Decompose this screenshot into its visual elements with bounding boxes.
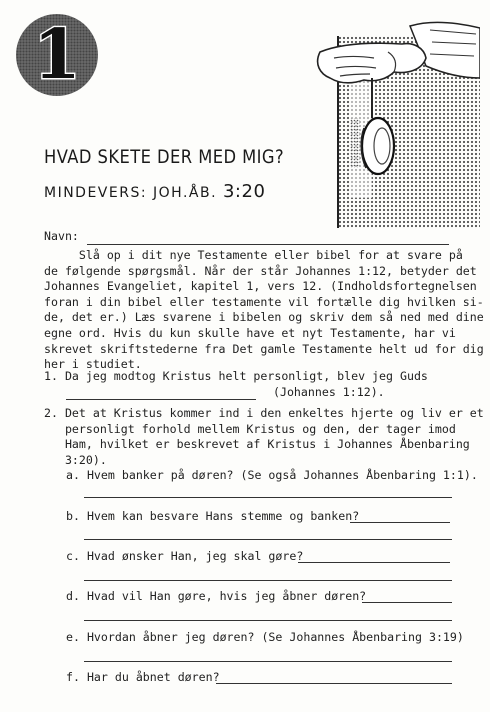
intro-line: foran i din bibel eller testamente vil fortælle dig hvilken si- bbox=[44, 294, 484, 309]
sub-question-text: Hvad ønsker Han, jeg skal gøre? bbox=[86, 549, 304, 563]
answer-line-b2[interactable] bbox=[84, 539, 452, 540]
intro-paragraph bbox=[44, 248, 484, 373]
question-2-line: Ham, hvilket er beskrevet af Kristus i Johannes Åbenbaring bbox=[44, 437, 470, 452]
intro-line: Johannes Evangeliet, kapitel 1, vers 12. (Indholdsfortegnelsen bbox=[44, 279, 477, 294]
sub-question-d bbox=[66, 589, 366, 605]
sub-question-letter: f. bbox=[66, 670, 80, 684]
intro-line: de følgende spørgsmål. Når der står Johannes 1:12, betyder det bbox=[44, 263, 477, 278]
memory-verse-ref: 3:20 bbox=[222, 181, 266, 202]
question-1-answer-line[interactable] bbox=[66, 387, 256, 400]
intro-line: Slå op i dit nye Testamente eller bibel for at svare på bbox=[44, 248, 463, 262]
sub-question-text: Hvem banker på døren? (Se også Johannes Åbenbaring 1:1). bbox=[86, 468, 478, 482]
name-field[interactable] bbox=[44, 229, 449, 245]
intro-line: egne ord. Hvis du kun skulle have et nyt Testamente, har vi bbox=[44, 325, 456, 340]
intro-line: skrevet skriftstederne fra Det gamle Testamente helt ud for dig bbox=[44, 341, 484, 356]
sub-question-letter: d. bbox=[66, 589, 80, 603]
sub-question-letter: e. bbox=[66, 630, 80, 644]
answer-line-c1[interactable] bbox=[298, 562, 450, 563]
lesson-number: 1 bbox=[33, 15, 81, 95]
intro-line: her i studiet. bbox=[44, 357, 142, 372]
sub-question-c bbox=[66, 549, 303, 565]
question-2-line: 2. Det at Kristus kommer ind i den enkeltes hjerte og liv er et bbox=[44, 406, 484, 420]
answer-line-d1[interactable] bbox=[362, 602, 452, 603]
sub-question-letter: a. bbox=[66, 468, 80, 482]
name-label: Navn: bbox=[44, 229, 79, 243]
question-1-ref: (Johannes 1:12). bbox=[272, 384, 385, 399]
sub-question-f bbox=[66, 670, 220, 686]
lesson-number-badge bbox=[16, 14, 98, 96]
sub-question-text: Har du åbnet døren? bbox=[86, 670, 220, 684]
sub-question-a bbox=[66, 468, 478, 484]
answer-line-b1[interactable] bbox=[350, 522, 450, 523]
worksheet-title: HVAD SKETE DER MED MIG? bbox=[44, 146, 285, 168]
name-answer-line[interactable] bbox=[87, 232, 449, 245]
sub-question-e bbox=[66, 630, 464, 646]
door-knocker-illustration bbox=[290, 8, 480, 228]
answer-line-a[interactable] bbox=[84, 497, 452, 498]
question-2-line: 3:20). bbox=[44, 452, 107, 467]
memory-verse-label: MINDEVERS: bbox=[44, 185, 148, 201]
question-2 bbox=[44, 406, 484, 468]
answer-line-e[interactable] bbox=[84, 661, 452, 662]
question-1-text: 1. Da jeg modtog Kristus helt personligt, blev jeg Guds bbox=[44, 369, 428, 383]
answer-line-c2[interactable] bbox=[84, 580, 452, 581]
sub-question-text: Hvem kan besvare Hans stemme og banken? bbox=[86, 509, 360, 523]
intro-line: de, det er.) Læs svarene i bibelen og skriv dem så ned med dine bbox=[44, 310, 484, 325]
sub-question-text: Hvad vil Han gøre, hvis jeg åbner døren? bbox=[86, 589, 367, 603]
question-1 bbox=[44, 369, 428, 400]
memory-verse bbox=[44, 181, 265, 202]
question-2-line: personligt forhold mellem Kristus og den, der tager imod bbox=[44, 421, 456, 436]
question-1-answer-row bbox=[44, 385, 428, 401]
memory-verse-book: JOH.ÅB. bbox=[153, 185, 218, 201]
answer-line-d2[interactable] bbox=[84, 620, 452, 621]
sub-question-letter: c. bbox=[66, 549, 80, 563]
answer-line-f[interactable] bbox=[216, 683, 452, 684]
sub-question-text: Hvordan åbner jeg døren? (Se Johannes Åbenbaring 3:19) bbox=[86, 630, 464, 644]
sub-question-letter: b. bbox=[66, 509, 80, 523]
sub-question-b bbox=[66, 509, 359, 525]
